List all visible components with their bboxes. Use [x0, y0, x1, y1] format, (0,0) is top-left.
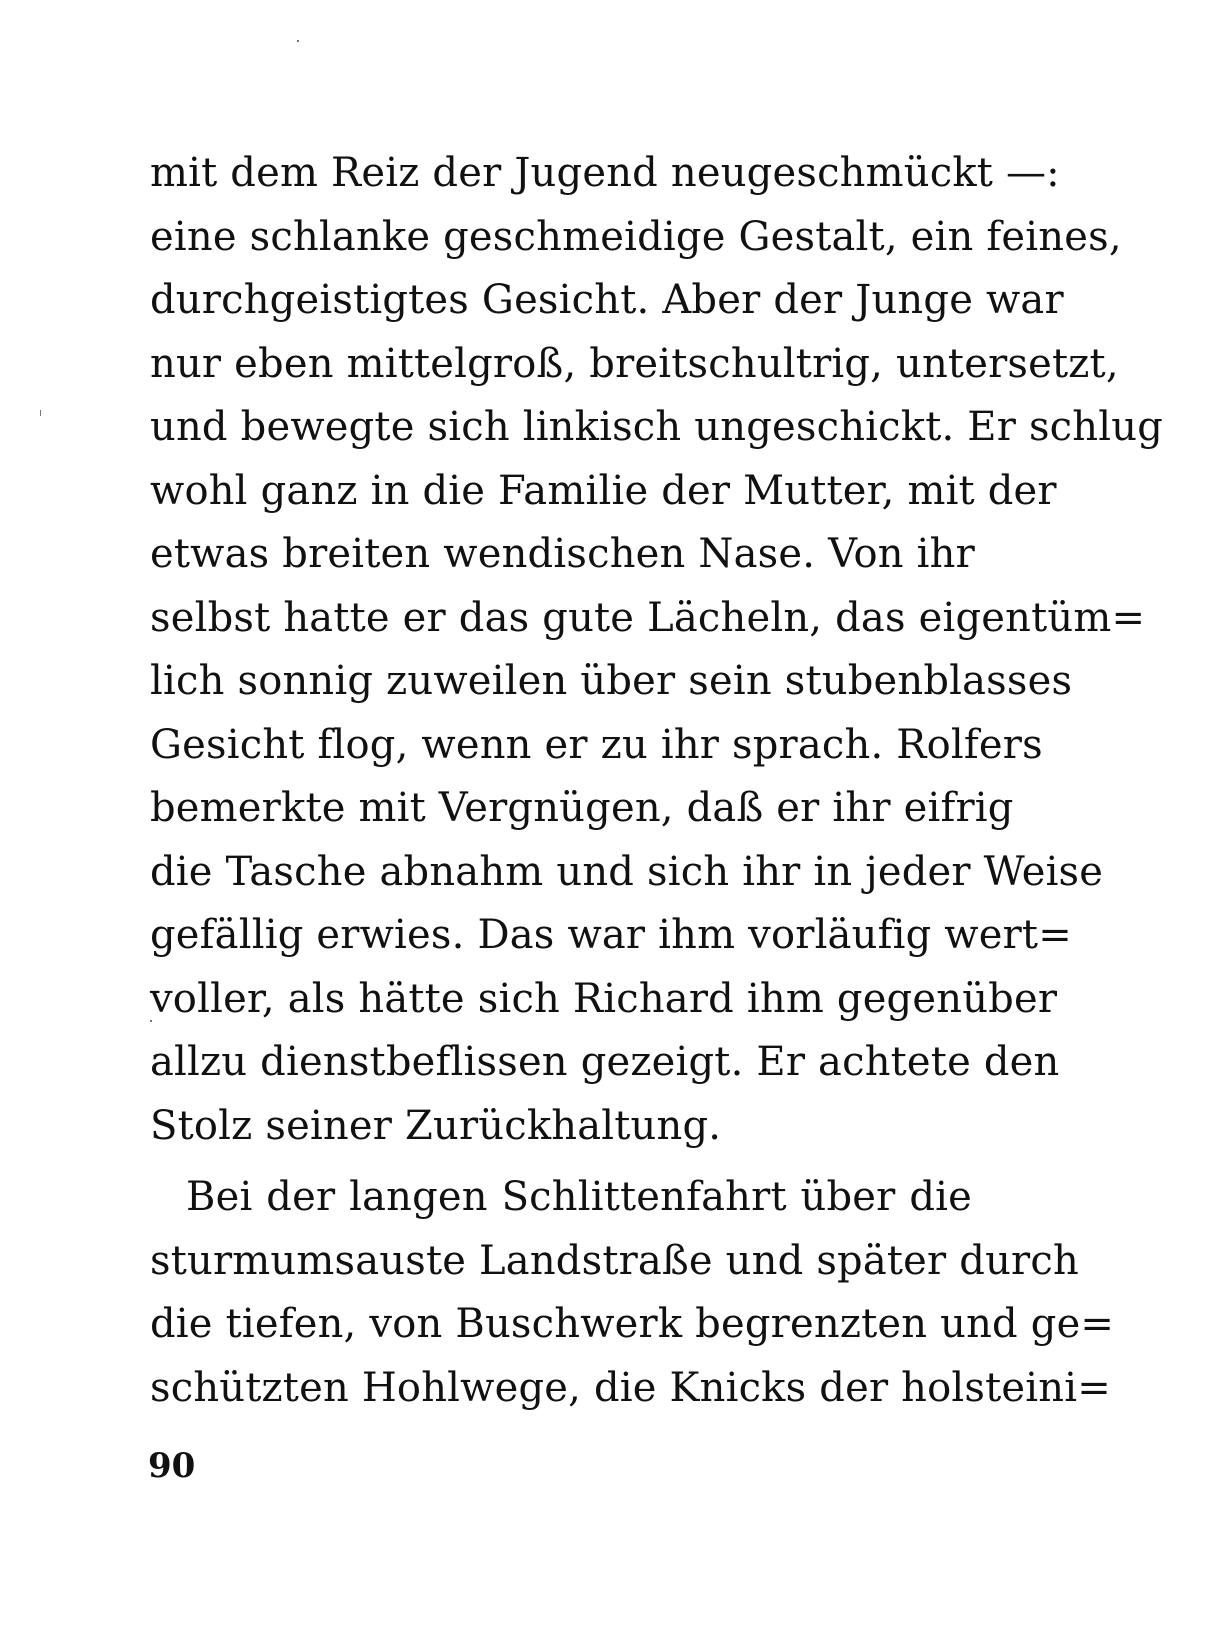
- text-line: durchgeistigtes Gesicht. Aber der Junge war: [150, 277, 1064, 323]
- text-line: bemerkte mit Vergnügen, daß er ihr eifrig: [150, 785, 1014, 831]
- text-line: die tiefen, von Buschwerk begrenzten und ge=: [150, 1301, 1115, 1347]
- text-line: Gesicht flog, wenn er zu ihr sprach. Rolfers: [150, 721, 1043, 768]
- text-line: nur eben mittelgroß, breitschultrig, untersetzt,: [150, 340, 1119, 387]
- text-line: Bei der langen Schlittenfahrt über die: [186, 1174, 972, 1220]
- paragraph-gap: [150, 1158, 972, 1166]
- text-line: lich sonnig zuweilen über sein stubenblasses: [150, 658, 1073, 704]
- text-line: schützten Hohlwege, die Knicks der holsteini=: [150, 1364, 1111, 1411]
- text-line: wohl ganz in die Familie der Mutter, mit der: [150, 467, 1057, 514]
- body-text: [150, 142, 1163, 1420]
- text-line: allzu dienstbeflissen gezeigt. Er achtete den: [150, 1039, 1060, 1085]
- text-line: die Tasche abnahm und sich ihr in jeder Weise: [150, 848, 1104, 895]
- text-line: Stolz seiner Zurückhaltung.: [150, 1102, 722, 1149]
- page-number: 90: [148, 1446, 196, 1486]
- text-line: gefällig erwies. Das war ihm vorläufig wert=: [150, 912, 1072, 958]
- text-line: und bewegte sich linkisch ungeschickt. Er schlug: [150, 404, 1163, 450]
- scan-speck: [297, 40, 299, 42]
- scan-speck: [40, 410, 41, 416]
- text-line: voller, als hätte sich Richard ihm gegenüber: [150, 975, 1058, 1022]
- text-line: eine schlanke geschmeidige Gestalt, ein feines,: [150, 213, 1122, 260]
- text-line: etwas breiten wendischen Nase. Von ihr: [150, 531, 975, 577]
- text-line: mit dem Reiz der Jugend neugeschmückt —:: [150, 150, 1060, 196]
- text-line: selbst hatte er das gute Lächeln, das eigentüm=: [150, 594, 1146, 641]
- text-line: sturmumsauste Landstraße und später durch: [150, 1237, 1079, 1284]
